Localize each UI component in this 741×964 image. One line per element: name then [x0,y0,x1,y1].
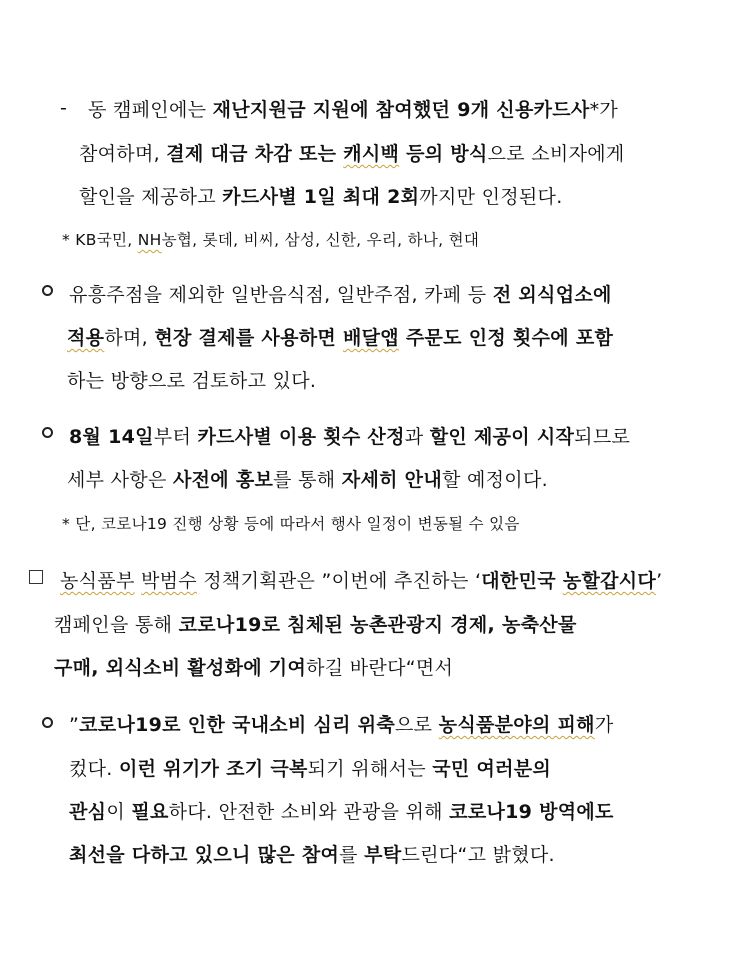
dash-marker: - [60,97,68,119]
p3-footnote: * 단, 코로나19 진행 상황 등에 따라서 행사 일정이 변동될 수 있음 [62,515,520,533]
bullet-circle-icon [42,717,53,728]
p2-line-3: 하는 방향으로 검토하고 있다. [67,370,317,392]
bullet-circle-icon [42,427,53,438]
p5-line-2: 컸다. 이런 위기가 조기 극복되기 위해서는 국민 여러분의 [69,758,552,780]
p2-line-2: 적용하며, 현장 결제를 사용하면 배달앱 주문도 인정 횟수에 포함 [67,327,614,349]
p4-line-1: 농식품부 박범수 정책기획관은 ”이번에 추진하는 ‘대한민국 농할갑시다’ [60,570,663,592]
p4-line-3: 구매, 외식소비 활성화에 기여하길 바란다“면서 [54,657,454,679]
p5-line-4: 최선을 다하고 있으니 많은 참여를 부탁드린다“고 밝혔다. [69,844,555,866]
p5-line-3: 관심이 필요하다. 안전한 소비와 관광을 위해 코로나19 방역에도 [69,801,614,823]
p3-line-1: 8월 14일부터 카드사별 이용 횟수 산정과 할인 제공이 시작되므로 [69,426,631,448]
p1-line-3: 할인을 제공하고 카드사별 1일 최대 2회까지만 인정된다. [79,186,563,208]
p3-line-2: 세부 사항은 사전에 홍보를 통해 자세히 안내할 예정이다. [67,469,548,491]
p1-line-2: 참여하며, 결제 대금 차감 또는 캐시백 등의 방식으로 소비자에게 [79,143,625,165]
p2-line-1: 유흥주점을 제외한 일반음식점, 일반주점, 카페 등 전 외식업소에 [69,284,612,306]
p1-footnote: * KB국민, NH농협, 롯데, 비씨, 삼성, 신한, 우리, 하나, 현대 [62,231,480,249]
p4-line-2: 캠페인을 통해 코로나19로 침체된 농촌관광지 경제, 농축산물 [54,614,577,636]
bullet-circle-icon [42,285,53,296]
section-box-icon [29,570,43,584]
p1-line-1: 동 캠페인에는 재난지원금 지원에 참여했던 9개 신용카드사*가 [88,99,619,121]
p5-line-1: ”코로나19로 인한 국내소비 심리 위축으로 농식품분야의 피해가 [69,714,614,736]
